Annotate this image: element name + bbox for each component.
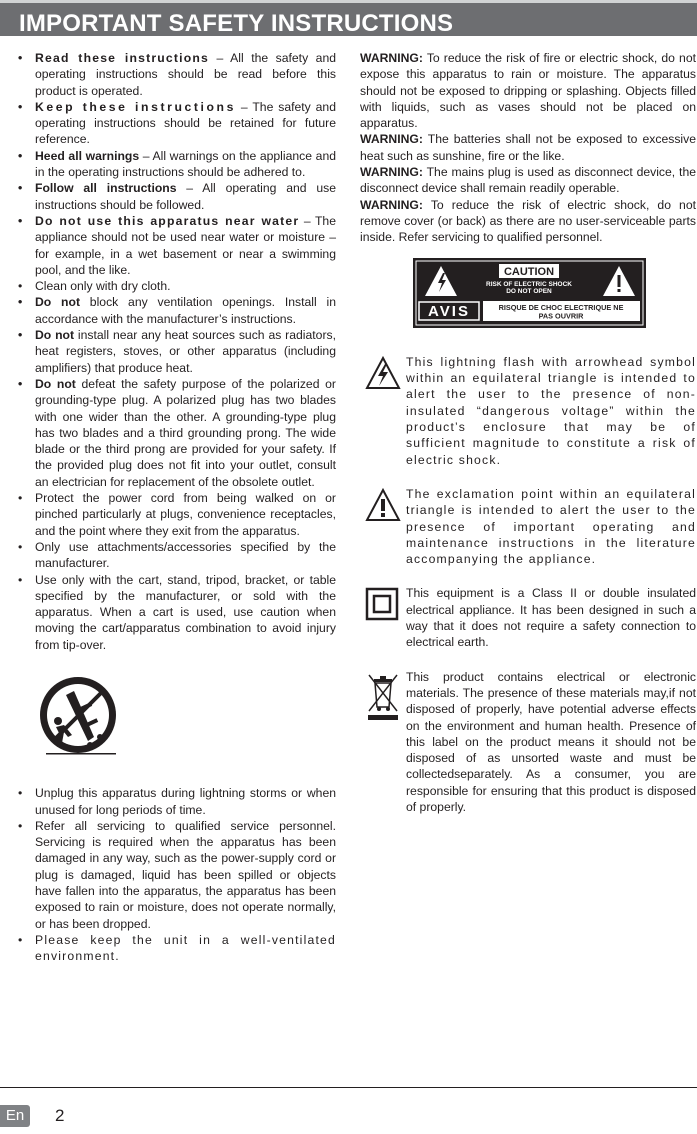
left-column bbox=[18, 50, 336, 965]
page-number: 2 bbox=[55, 1106, 65, 1125]
symbol-description: This equipment is a Class II or double insulated electrical appliance. It has been designed in such a way that it does not require a safety connection to electrical earth. bbox=[406, 586, 696, 650]
safety-instructions-list-2 bbox=[18, 785, 336, 964]
caution-text: CAUTION bbox=[503, 265, 555, 278]
list-item: • Keep these instructions – The safety and operating instructions should be retained for future reference. bbox=[18, 99, 336, 147]
list-item: • Heed all warnings – All warnings on the appliance and in the operating instructions should be adhered to. bbox=[18, 148, 336, 180]
list-item: • Read these instructions – All the safety and operating instructions should be read before this product is operated. bbox=[18, 51, 337, 98]
symbol-explanation-weee bbox=[360, 669, 696, 816]
caution-line1: RISK OF ELECTRIC SHOCK bbox=[486, 280, 572, 288]
language-tab: En bbox=[0, 1105, 30, 1127]
warning-paragraph: WARNING: To reduce the risk of fire or electric shock, do not expose this apparatus to rain or moisture. The apparatus should not be exposed to dripping or splashing. Objects filled with liquids, such as vases should not be placed on apparatus. bbox=[360, 51, 696, 131]
avis-line2: PAS OUVRIR bbox=[538, 311, 584, 321]
list-item: • Refer all servicing to qualified service personnel. Servicing is required when the apparatus has been damaged in any way, such as the power-supply cord or plug is damaged, liquid has been spilled or objects have fallen into the apparatus, the apparatus has been exposed to rain or moisture, does not operate normally, or has been dropped. bbox=[18, 818, 336, 931]
caution-label-image bbox=[413, 258, 646, 328]
symbol-description: The exclamation point within an equilateral triangle is intended to alert the user to the presence of important operating and maintenance instructions in the literature accompanying the appliance. bbox=[406, 486, 696, 567]
list-item: • Unplug this apparatus during lightning storms or when unused for long periods of time. bbox=[18, 786, 336, 817]
list-item: • Do not install near any heat sources such as radiators, heat registers, stoves, or other apparatus (including amplifiers) that produce heat. bbox=[18, 328, 336, 375]
page-header bbox=[0, 0, 697, 36]
class-ii-double-square-icon bbox=[365, 587, 399, 621]
avis-text: AVIS bbox=[428, 302, 470, 320]
list-item: • Protect the power cord from being walked on or pinched particularly at plugs, convenience receptacles, and the point where they exit from the apparatus. bbox=[18, 491, 336, 538]
cart-tipover-warning-icon bbox=[38, 675, 118, 759]
avis-line1: RISQUE DE CHOC ELECTRIQUE NE bbox=[498, 302, 624, 312]
symbol-explanation-lightning bbox=[360, 354, 696, 468]
right-column bbox=[360, 50, 696, 815]
list-item: • Follow all instructions – All operating and use instructions should be followed. bbox=[18, 181, 336, 212]
list-item: • Do not defeat the safety purpose of the polarized or grounding-type plug. A polarized plug has two blades with one wider than the other. A grounding-type plug has two blades and a third grounding prong. The wide blade or the third prong are provided for your safety. If the provided plug does not fit into your outlet, consult an electrician for replacement of the obsolete outlet. bbox=[18, 376, 336, 489]
symbol-description: This product contains electrical or electronic materials. The presence of these materials may,if not disposed of properly, have potential adverse effects on the environment and human health. Presence of this label on the product means it should not be disposed of as unsorted waste and must be collectedseparately. As a consumer, you are responsible for ensuring that this product is disposed of properly. bbox=[406, 669, 696, 814]
list-item: • Clean only with dry cloth. bbox=[18, 279, 171, 294]
crossed-bin-weee-icon bbox=[365, 671, 401, 721]
caution-line2: DO NOT OPEN bbox=[506, 287, 552, 295]
warning-paragraph: WARNING: The batteries shall not be exposed to excessive heat such as sunshine, fire or the like. bbox=[360, 132, 696, 163]
list-item: • Only use attachments/accessories specified by the manufacturer. bbox=[18, 539, 336, 571]
list-item: • Do not use this apparatus near water – The appliance should not be used near water or moisture – for example, in a wet basement or near a swimming pool, and the like. bbox=[18, 213, 336, 277]
warnings-block bbox=[360, 50, 696, 246]
safety-instructions-list bbox=[18, 50, 336, 653]
list-item: • Use only with the cart, stand, tripod, bracket, or table specified by the manufacturer, or sold with the apparatus. When a cart is used, use caution when moving the cart/apparatus combination to avoid injury from tip-over. bbox=[18, 572, 336, 652]
list-item: • Do not block any ventilation openings. Install in accordance with the manufacturer’s instructions. bbox=[18, 295, 336, 326]
page-title: IMPORTANT SAFETY INSTRUCTIONS bbox=[19, 10, 454, 37]
exclamation-triangle-icon bbox=[365, 488, 401, 522]
list-item: • Please keep the unit in a well-ventilated environment. bbox=[18, 932, 336, 964]
footer-divider bbox=[0, 1087, 697, 1088]
symbol-description: This lightning flash with arrowhead symbol within an equilateral triangle is intended to alert the user to the presence of non-insulated “dangerous voltage” within the product’s enclosure that may be of sufficient magnitude to constitute a risk of electric shock. bbox=[406, 354, 696, 467]
lightning-triangle-icon bbox=[365, 356, 401, 390]
symbol-explanation-exclamation bbox=[360, 486, 696, 567]
symbol-explanation-class-ii bbox=[360, 585, 696, 650]
warning-paragraph: WARNING: The mains plug is used as disconnect device, the disconnect device shall remain readily operable. bbox=[360, 165, 696, 196]
warning-paragraph: WARNING: To reduce the risk of electric shock, do not remove cover (or back) as there are no user-serviceable parts inside. Refer servicing to qualified personnel. bbox=[360, 197, 696, 245]
